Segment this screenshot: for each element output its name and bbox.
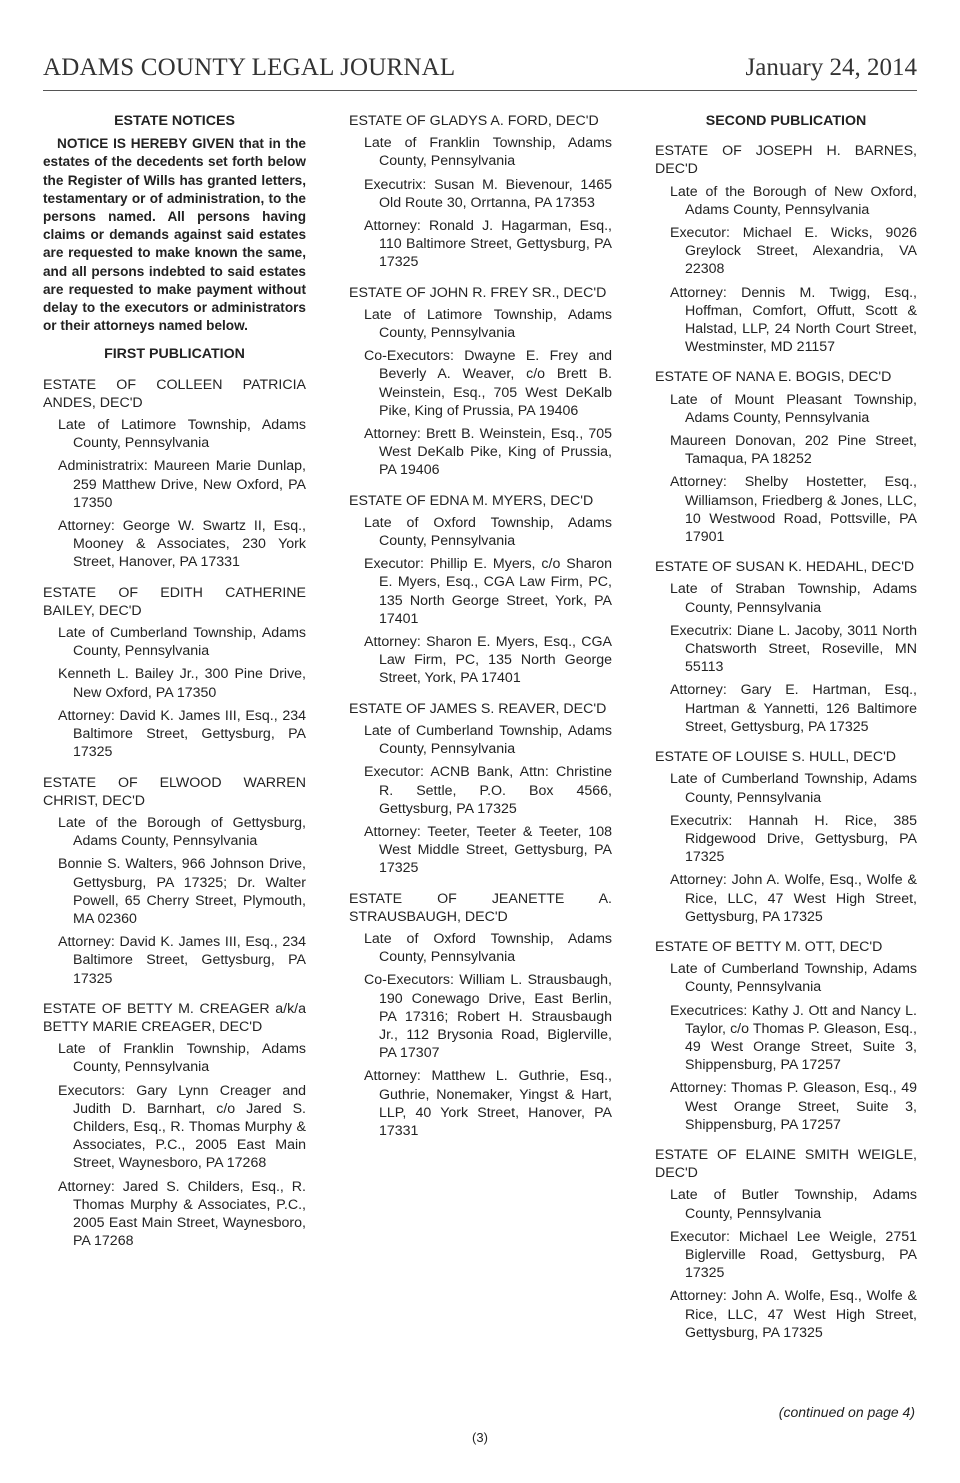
estate-list-col2: [349, 112, 612, 1140]
estate-detail: Executrices: Kathy J. Ott and Nancy L. Taylor, c/o Thomas P. Gleason, Esq., 49 West Orange Street, Suite 3, Shippensburg, PA 17257: [670, 1002, 917, 1074]
estate-title: ESTATE OF SUSAN K. HEDAHL, DEC'D: [655, 559, 915, 576]
page-number: (3): [472, 1430, 488, 1445]
estate-detail: Attorney: Matthew L. Guthrie, Esq., Guthrie, Nonemaker, Yingst & Hart, LLP, 40 York Street, Hanover, PA 17331: [364, 1068, 612, 1139]
estate-detail: Attorney: Brett B. Weinstein, Esq., 705 West DeKalb Pike, King of Prussia, PA 19406: [364, 426, 612, 479]
estate-detail: Late of Butler Township, Adams County, Pennsylvania: [670, 1187, 917, 1222]
estate-detail: Attorney: John A. Wolfe, Esq., Wolfe & Rice, LLC, 47 West High Street, Gettysburg, PA 17325: [670, 872, 917, 925]
estate-title: ESTATE OF GLADYS A. FORD, DEC'D: [349, 113, 599, 129]
column-3: [655, 112, 917, 1347]
estate-notice: [349, 890, 612, 1141]
estate-notice: [43, 584, 306, 762]
estate-detail: Attorney: Gary E. Hartman, Esq., Hartman & Yannetti, 126 Baltimore Street, Gettysburg, PA 17325: [670, 682, 917, 735]
estate-notice: [349, 700, 612, 878]
estate-detail: Attorney: Sharon E. Myers, Esq., CGA Law Firm, PC, 135 North George Street, York, PA 17401: [364, 634, 612, 687]
estate-title: ESTATE OF BETTY M. OTT, DEC'D: [655, 938, 883, 955]
estate-notice: [349, 284, 612, 480]
estate-detail: Late of Cumberland Township, Adams County, Pennsylvania: [670, 961, 917, 996]
estate-detail: Late of Latimore Township, Adams County, Pennsylvania: [364, 306, 612, 342]
estate-detail: Late of Oxford Township, Adams County, Pennsylvania: [364, 930, 612, 966]
estate-detail: Bonnie S. Walters, 966 Johnson Drive, Gettysburg, PA 17325; Dr. Walter Powell, 65 Cherry Street, Plymouth, MA 02360: [58, 856, 306, 927]
estate-notice: [43, 1000, 306, 1251]
estate-detail: Executor: Michael Lee Weigle, 2751 Biglerville Road, Gettysburg, PA 17325: [670, 1228, 917, 1282]
estate-title: ESTATE OF NANA E. BOGIS, DEC'D: [655, 369, 892, 386]
estate-notice: [655, 142, 917, 356]
estate-title: ESTATE OF ELWOOD WARREN CHRIST, DEC'D: [43, 774, 306, 809]
estate-notice: [655, 1146, 917, 1342]
estate-detail: Late of Oxford Township, Adams County, Pennsylvania: [364, 514, 612, 550]
estate-detail: Attorney: David K. James III, Esq., 234 Baltimore Street, Gettysburg, PA 17325: [58, 707, 306, 761]
estate-detail: Attorney: Teeter, Teeter & Teeter, 108 West Middle Street, Gettysburg, PA 17325: [364, 823, 612, 877]
estate-detail: Attorney: Shelby Hostetter, Esq., Williamson, Friedberg & Jones, LLC, 10 Westwood Road, Pottsville, PA 17901: [670, 474, 917, 546]
estate-detail: Attorney: Ronald J. Hagarman, Esq., 110 Baltimore Street, Gettysburg, PA 17325: [364, 218, 612, 271]
estate-notice: [655, 748, 917, 926]
estate-title: ESTATE OF JOSEPH H. BARNES, DEC'D: [655, 143, 917, 178]
page-header: [43, 52, 917, 91]
estate-list-col1: [43, 376, 306, 1251]
estate-detail: Late of Straban Township, Adams County, Pennsylvania: [670, 581, 917, 616]
estate-list-col3: [655, 142, 917, 1342]
estate-detail: Kenneth L. Bailey Jr., 300 Pine Drive, New Oxford, PA 17350: [58, 666, 306, 701]
estate-detail: Co-Executors: Dwayne E. Frey and Beverly A. Weaver, c/o Brett B. Weinstein, Esq., 705 West DeKalb Pike, King of Prussia, PA 19406: [364, 348, 612, 419]
section-title-estate-notices: ESTATE NOTICES: [114, 113, 235, 129]
estate-title: ESTATE OF JAMES S. REAVER, DEC'D: [349, 700, 607, 717]
estate-detail: Attorney: George W. Swartz II, Esq., Mooney & Associates, 230 York Street, Hanover, PA 17331: [58, 518, 306, 571]
estate-notice: [43, 376, 306, 572]
estate-detail: Attorney: Thomas P. Gleason, Esq., 49 West Orange Street, Suite 3, Shippensburg, PA 17257: [670, 1080, 917, 1133]
estate-detail: Executors: Gary Lynn Creager and Judith D. Barnhart, c/o Jared S. Childers, Esq., R. Thomas Murphy & Associates, P.C., 2005 East Main Street, Waynesboro, PA 17268: [58, 1082, 306, 1172]
estate-detail: Executrix: Diane L. Jacoby, 3011 North Chatsworth Street, Roseville, MN 55113: [670, 622, 917, 676]
estate-detail: Attorney: David K. James III, Esq., 234 Baltimore Street, Gettysburg, PA 17325: [58, 934, 306, 987]
estate-detail: Executor: Michael E. Wicks, 9026 Greylock Street, Alexandria, VA 22308: [670, 225, 917, 278]
notice-intro: NOTICE IS HEREBY GIVEN that in the estates of the decedents set forth below the Register of Wills has granted letters, testamentary or of administration, to the persons named. All persons having claims or demands against said estates are requested to make known the same, and all persons indebted to said estates are requested to make payment without delay to the executors or administrators or their attorneys named below.: [43, 136, 306, 334]
estate-detail: Attorney: Dennis M. Twigg, Esq., Hoffman, Comfort, Offutt, Scott & Halstad, LLP, 24 North Court Street, Westminster, MD 21157: [670, 284, 917, 356]
estate-title: ESTATE OF LOUISE S. HULL, DEC'D: [655, 749, 897, 766]
estate-notice: [349, 112, 612, 272]
estate-title: ESTATE OF EDNA M. MYERS, DEC'D: [349, 492, 594, 509]
continued-note: (continued on page 4): [778, 1404, 915, 1420]
column-2: [349, 112, 612, 1145]
estate-notice: [655, 558, 917, 736]
estate-title: ESTATE OF COLLEEN PATRICIA ANDES, DEC'D: [43, 376, 306, 411]
section-title-first-publication: FIRST PUBLICATION: [104, 346, 245, 363]
estate-detail: Administratrix: Maureen Marie Dunlap, 259 Matthew Drive, New Oxford, PA 17350: [58, 458, 306, 511]
estate-detail: Late of Mount Pleasant Township, Adams County, Pennsylvania: [670, 391, 917, 426]
estate-detail: Late of the Borough of New Oxford, Adams County, Pennsylvania: [670, 183, 917, 218]
estate-detail: Maureen Donovan, 202 Pine Street, Tamaqua, PA 18252: [670, 433, 917, 468]
estate-notice: [655, 938, 917, 1134]
estate-detail: Attorney: Jared S. Childers, Esq., R. Thomas Murphy & Associates, P.C., 2005 East Main Street, Waynesboro, PA 17268: [58, 1178, 306, 1250]
estate-detail: Late of Latimore Township, Adams County, Pennsylvania: [58, 417, 306, 452]
estate-detail: Executor: Phillip E. Myers, c/o Sharon E. Myers, Esq., CGA Law Firm, PC, 135 North George Street, York, PA 17401: [364, 556, 612, 627]
estate-title: ESTATE OF JEANETTE A. STRAUSBAUGH, DEC'D: [349, 890, 612, 925]
section-title-second-publication: SECOND PUBLICATION: [705, 113, 867, 129]
estate-detail: Late of Cumberland Township, Adams County, Pennsylvania: [58, 625, 306, 660]
estate-detail: Late of Franklin Township, Adams County, Pennsylvania: [364, 135, 612, 170]
column-1: [43, 112, 306, 1255]
estate-detail: Late of Cumberland Township, Adams County, Pennsylvania: [364, 722, 612, 758]
estate-detail: Late of Franklin Township, Adams County, Pennsylvania: [58, 1041, 306, 1076]
estate-detail: Attorney: John A. Wolfe, Esq., Wolfe & Rice, LLC, 47 West High Street, Gettysburg, PA 17325: [670, 1288, 917, 1341]
estate-notice: [655, 368, 917, 546]
estate-title: ESTATE OF ELAINE SMITH WEIGLE, DEC'D: [655, 1146, 917, 1182]
estate-detail: Executor: ACNB Bank, Attn: Christine R. Settle, P.O. Box 4566, Gettysburg, PA 17325: [364, 764, 612, 817]
estate-title: ESTATE OF BETTY M. CREAGER a/k/a BETTY MARIE CREAGER, DEC'D: [43, 1000, 306, 1035]
estate-detail: Late of Cumberland Township, Adams County, Pennsylvania: [670, 771, 917, 806]
estate-detail: Executrix: Hannah H. Rice, 385 Ridgewood Drive, Gettysburg, PA 17325: [670, 812, 917, 866]
estate-title: ESTATE OF JOHN R. FREY SR., DEC'D: [349, 284, 607, 301]
estate-notice: [349, 492, 612, 688]
estate-detail: Late of the Borough of Gettysburg, Adams County, Pennsylvania: [58, 814, 306, 850]
estate-detail: Co-Executors: William L. Strausbaugh, 190 Conewago Drive, East Berlin, PA 17316; Robert H. Strausbaugh Jr., 112 Brysonia Road, Biglerville, PA 17307: [364, 972, 612, 1062]
estate-notice: [43, 774, 306, 988]
estate-title: ESTATE OF EDITH CATHERINE BAILEY, DEC'D: [43, 584, 306, 619]
issue-date: January 24, 2014: [745, 54, 917, 81]
estate-detail: Executrix: Susan M. Bievenour, 1465 Old Route 30, Orrtanna, PA 17353: [364, 176, 612, 211]
journal-title: ADAMS COUNTY LEGAL JOURNAL: [43, 54, 456, 81]
